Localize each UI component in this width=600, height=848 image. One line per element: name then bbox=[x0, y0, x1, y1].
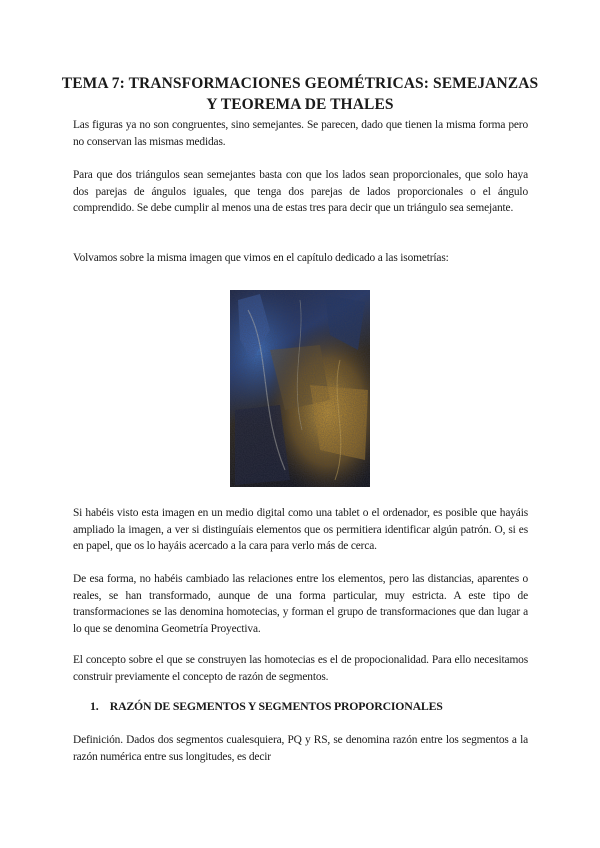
abstract-artwork-image bbox=[230, 290, 370, 487]
paragraph-proporcionalidad: El concepto sobre el que se construyen las homotecias es el de propocionalidad. Para ello necesitamos construir previamente el concepto de razón de segmentos. bbox=[73, 654, 528, 683]
paragraph-homotecias: De esa forma, no habéis cambiado las relaciones entre los elementos, pero las distancias, aparentes o reales, se han transformado, aunque de una forma particular, muy estricta. A este tipo de transformaciones se las denomina homotecias, y forman el grupo de transformaciones que dan lugar a lo que se denomina Geometría Proyectiva. bbox=[73, 573, 528, 635]
paragraph-digital-medium: Si habéis visto esta imagen en un medio digital como una tablet o el ordenador, es posible que hayáis ampliado la imagen, a ver si distinguíais elementos que os permitiera identificar algún patrón. O, si es en papel, que os lo hayáis acercado a la cara para verlo más de cerca. bbox=[73, 507, 528, 553]
section-heading bbox=[90, 698, 520, 714]
document-title: TEMA 7: TRANSFORMACIONES GEOMÉTRICAS: SEMEJANZAS Y TEOREMA DE THALES bbox=[61, 75, 539, 113]
paragraph-image-ref: Volvamos sobre la misma imagen que vimos en el capítulo dedicado a las isometrías: bbox=[73, 252, 449, 264]
paragraph-triangles: Para que dos triángulos sean semejantes basta con que los lados sean proporcionales, que solo haya dos parejas de ángulos iguales, que tenga dos parejas de lados proporcionales o el ángulo comprendido. Se debe cumplir al menos una de estas tres para decir que un triángulo sea semejante. bbox=[73, 169, 528, 215]
section-title: RAZÓN DE SEGMENTOS Y SEGMENTOS PROPORCIONALES bbox=[109, 699, 443, 713]
paragraph-definicion: Definición. Dados dos segmentos cualesquiera, PQ y RS, se denomina razón entre los segmentos a la razón numérica entre sus longitudes, es decir bbox=[73, 734, 528, 763]
section-number: 1. bbox=[90, 699, 99, 713]
paragraph-intro: Las figuras ya no son congruentes, sino semejantes. Se parecen, dado que tienen la misma forma pero no conservan las mismas medidas. bbox=[73, 119, 528, 148]
